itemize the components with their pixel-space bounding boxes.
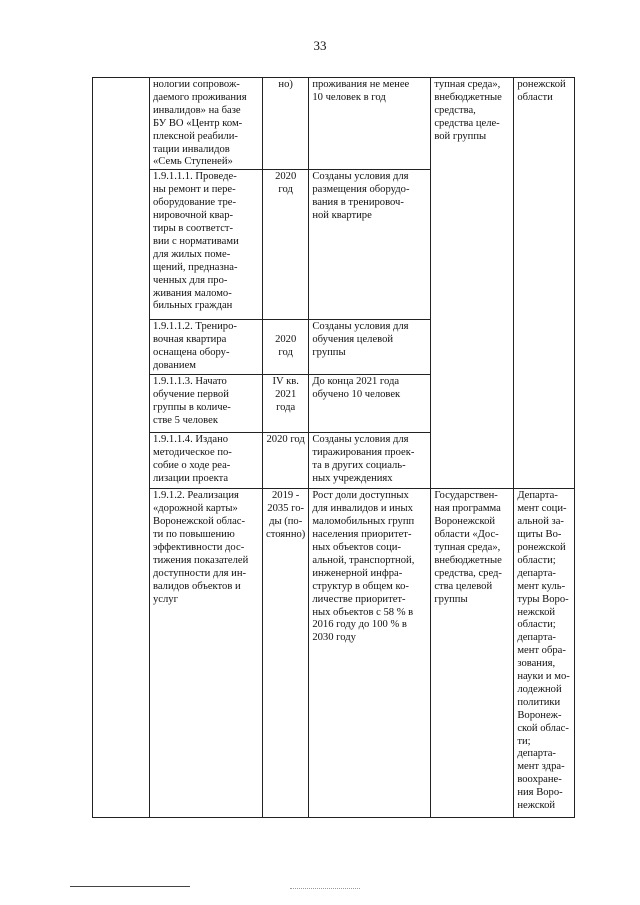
task-cell xyxy=(150,433,263,489)
cell-text-line: эффективности дос- xyxy=(153,541,245,553)
result-cell xyxy=(309,375,431,433)
cell-text-line: 10 человек в год xyxy=(312,91,386,103)
cell-text-line: структур в общем ко- xyxy=(312,580,409,592)
cell-text-line: года xyxy=(276,402,296,414)
cell-text-line: тиры в соответст- xyxy=(153,222,234,234)
cell-text-line: бильных граждан xyxy=(153,300,233,312)
cell-text-line: ти по повышению xyxy=(153,529,235,541)
cell-text-line: Государствен- xyxy=(434,490,498,502)
cell-text-line: ченных для про- xyxy=(153,274,228,286)
cell-text-line: ния Воро- xyxy=(517,787,563,799)
cell-text-line: области; xyxy=(517,554,556,566)
cell-text-line: инженерной инфра- xyxy=(312,567,403,579)
task-cell xyxy=(150,170,263,320)
cell-text-line: щиты Во- xyxy=(517,529,562,541)
cell-text-line: ны ремонт и пере- xyxy=(153,184,236,196)
cell-text-line: услуг xyxy=(153,593,178,605)
cell-text-line: области xyxy=(517,91,553,103)
cell-text-line: ронежской xyxy=(517,541,566,553)
cell-text-line: обучено 10 человек xyxy=(312,389,401,401)
cell-text-line: дованием xyxy=(153,360,196,372)
cell-text-line: плексной реабили- xyxy=(153,130,238,142)
period-cell xyxy=(263,375,309,433)
cell-text-line: науки и мо- xyxy=(517,671,570,683)
scan-artifact xyxy=(290,888,360,893)
period-cell xyxy=(263,78,309,170)
result-cell xyxy=(309,170,431,320)
cell-text-line: Рост доли доступных xyxy=(312,490,409,502)
result-cell xyxy=(309,433,431,489)
cell-text-line: 2030 году xyxy=(312,632,356,644)
cell-text-line: департа- xyxy=(517,748,556,760)
cell-text-line: нежской xyxy=(517,800,556,812)
page-number: 33 xyxy=(313,38,327,53)
cell-text-line: тупная среда», xyxy=(434,79,501,90)
result-cell xyxy=(309,489,431,818)
program-activities-table xyxy=(92,77,575,818)
executor-cell xyxy=(514,489,575,818)
cell-text-line: БУ ВО «Центр ком- xyxy=(153,117,243,129)
cell-text-line: туры Воро- xyxy=(517,593,569,605)
cell-text-line: Воронежской xyxy=(434,516,496,528)
cell-text-line: 2020 год xyxy=(266,434,305,446)
cell-text-line: размещения оборудо- xyxy=(312,184,410,196)
cell-text-line: 2020 xyxy=(275,171,297,183)
cell-text-line: группы в количе- xyxy=(153,402,231,414)
cell-text-line: обучение первой xyxy=(153,389,229,401)
period-cell xyxy=(263,433,309,489)
cell-text-line: области; xyxy=(517,619,556,631)
cell-text-line: живания маломо- xyxy=(153,287,232,299)
cell-text-line: тации инвалидов xyxy=(153,143,230,155)
cell-text-line: нологии сопровож- xyxy=(153,79,240,90)
task-cell xyxy=(150,320,263,375)
cell-text-line: 1.9.1.1.1. Проведе- xyxy=(153,171,237,183)
cell-text-line: лодежной xyxy=(517,683,562,695)
task-cell xyxy=(150,78,263,170)
cell-text-line: ронежской xyxy=(517,79,566,90)
cell-text-line: департа- xyxy=(517,632,556,644)
task-cell xyxy=(150,375,263,433)
cell-text-line: 2019 - xyxy=(271,490,300,502)
cell-text-line: 1.9.1.1.3. Начато xyxy=(153,376,227,388)
cell-text-line: валидов объектов и xyxy=(153,580,241,592)
cell-text-line: IV кв. xyxy=(272,376,299,388)
period-cell xyxy=(263,489,309,818)
cell-text-line: Воронежской облас- xyxy=(153,516,246,528)
cell-text-line: год xyxy=(278,347,293,359)
cell-text-line: внебюджетные xyxy=(434,91,502,103)
cell-text-line: группы xyxy=(312,347,346,359)
cell-text-line: населения приоритет- xyxy=(312,529,412,541)
cell-text-line: оснащена обору- xyxy=(153,347,230,359)
cell-text-line: тиражирования проек- xyxy=(312,447,415,459)
cell-text-line: средства, xyxy=(434,104,476,116)
cell-text-line: департа- xyxy=(517,567,556,579)
cell-text-line: мент обра- xyxy=(517,645,566,657)
cell-text-line: собие о ходе реа- xyxy=(153,460,231,472)
cell-text-line: год xyxy=(278,184,293,196)
number-column-cell xyxy=(93,78,150,818)
result-cell xyxy=(309,320,431,375)
cell-text-line: ды (по- xyxy=(269,516,303,528)
cell-text-line: методическое по- xyxy=(153,447,232,459)
cell-text-line: мент куль- xyxy=(517,580,566,592)
cell-text-line: щений, предназна- xyxy=(153,261,238,273)
cell-text-line: вочная квартира xyxy=(153,334,227,346)
cell-text-line: но) xyxy=(278,79,293,90)
cell-text-line: 2035 го- xyxy=(267,503,305,515)
cell-text-line: тижения показателей xyxy=(153,554,249,566)
cell-text-line: внебюджетные xyxy=(434,554,502,566)
cell-text-line: инвалидов» на базе xyxy=(153,104,241,116)
cell-text-line: группы xyxy=(434,593,468,605)
cell-text-line: зования, xyxy=(517,658,556,670)
cell-text-line: маломобильных групп xyxy=(312,516,415,528)
cell-text-line: вии с нормативами xyxy=(153,235,239,247)
cell-text-line: средства, сред- xyxy=(434,567,502,579)
cell-text-line: 1.9.1.2. Реализация xyxy=(153,490,239,502)
cell-text-line: ных объектов соци- xyxy=(312,541,401,553)
funding-source-cell xyxy=(431,489,514,818)
cell-text-line: Созданы условия для xyxy=(312,434,409,446)
cell-text-line: ных учреждениях xyxy=(312,473,393,485)
cell-text-line xyxy=(266,321,305,334)
cell-text-line: 2016 году до 100 % в xyxy=(312,619,407,631)
cell-text-line: 1.9.1.1.4. Издано xyxy=(153,434,229,446)
cell-text-line: стоянно) xyxy=(266,529,306,541)
period-cell xyxy=(263,320,309,375)
cell-text-line: тупная среда», xyxy=(434,541,501,553)
cell-text-line: ской облас- xyxy=(517,722,569,734)
cell-text-line: вания в тренировоч- xyxy=(312,197,404,209)
funding-source-cell xyxy=(431,78,514,489)
result-cell xyxy=(309,78,431,170)
cell-text-line: для жилых поме- xyxy=(153,248,231,260)
cell-text-line: средства целе- xyxy=(434,117,500,129)
table-row xyxy=(93,78,575,170)
cell-text-line: ной квартире xyxy=(312,210,372,222)
cell-text-line: политики xyxy=(517,696,561,708)
footnote-rule xyxy=(70,886,190,887)
cell-text-line: ства целевой xyxy=(434,580,493,592)
cell-text-line: оборудование тре- xyxy=(153,197,236,209)
cell-text-line: альной, транспортной, xyxy=(312,554,415,566)
cell-text-line: воохране- xyxy=(517,774,562,786)
cell-text-line: нежской xyxy=(517,606,556,618)
cell-text-line: До конца 2021 года xyxy=(312,376,400,388)
cell-text-line: та в других социаль- xyxy=(312,460,406,472)
cell-text-line: обучения целевой xyxy=(312,334,394,346)
cell-text-line: Департа- xyxy=(517,490,558,502)
cell-text-line: 1.9.1.1.2. Трениро- xyxy=(153,321,237,333)
cell-text-line: 2020 xyxy=(275,334,297,346)
cell-text-line: для инвалидов и иных xyxy=(312,503,413,515)
cell-text-line: вой группы xyxy=(434,130,487,142)
executor-cell xyxy=(514,78,575,489)
period-cell xyxy=(263,170,309,320)
cell-text-line: ти; xyxy=(517,735,531,747)
cell-text-line: Созданы условия для xyxy=(312,171,409,183)
task-cell xyxy=(150,489,263,818)
cell-text-line: ная программа xyxy=(434,503,501,515)
cell-text-line: проживания не менее xyxy=(312,79,410,90)
cell-text-line: «Семь Ступеней» xyxy=(153,156,233,168)
cell-text-line: стве 5 человек xyxy=(153,415,218,427)
cell-text-line: альной за- xyxy=(517,516,564,528)
cell-text-line: нировочной квар- xyxy=(153,210,234,222)
cell-text-line: Созданы условия для xyxy=(312,321,409,333)
cell-text-line: мент соци- xyxy=(517,503,567,515)
cell-text-line: даемого проживания xyxy=(153,91,247,103)
cell-text-line: области «Дос- xyxy=(434,529,499,541)
table-row xyxy=(93,489,575,818)
cell-text-line: мент здра- xyxy=(517,761,565,773)
cell-text-line: личестве приоритет- xyxy=(312,593,406,605)
cell-text-line: 2021 xyxy=(275,389,297,401)
cell-text-line: ных объектов с 58 % в xyxy=(312,606,414,618)
cell-text-line: Воронеж- xyxy=(517,709,562,721)
cell-text-line: «дорожной карты» xyxy=(153,503,238,515)
cell-text-line: доступности для ин- xyxy=(153,567,247,579)
cell-text-line: лизации проекта xyxy=(153,473,229,485)
